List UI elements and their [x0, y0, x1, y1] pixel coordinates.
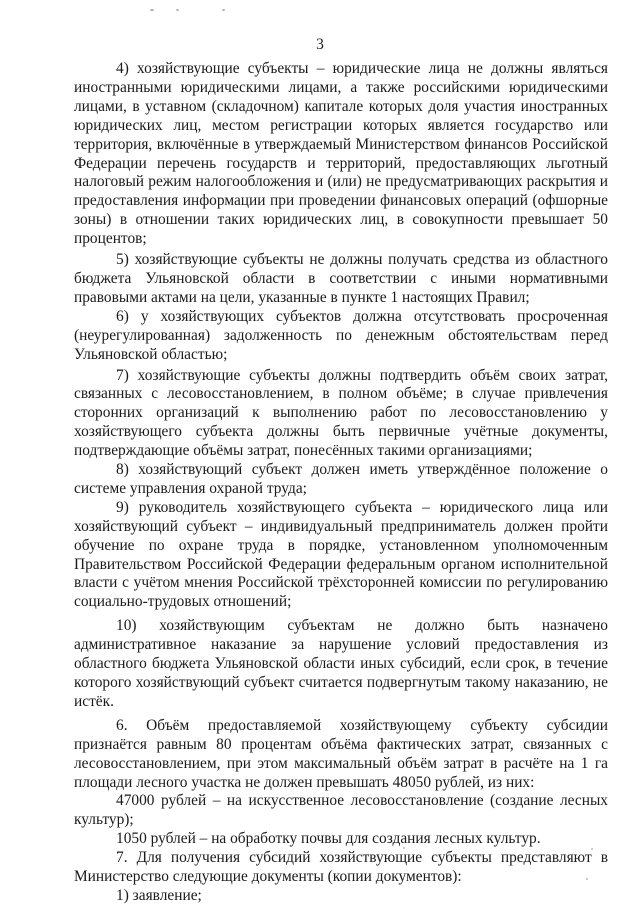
paragraph-item-9: 9) руководитель хозяйствующего субъекта – юридического лица или хозяйствующий субъект – индивидуальный предприниматель должен пройти обучение по охране труда в порядке, установленном уполномоченным Правительством Российской Федерации федеральным органом исполнительной власти с учётом мнения Российской трёхсторонней комиссии по регулированию социально-трудовых отношений;	[74, 498, 608, 611]
page-number: 3	[316, 36, 324, 53]
paragraph-amount-soil-treatment: 1050 рублей – на обработку почвы для создания лесных культур.	[116, 830, 541, 848]
paragraph-item-10: 10) хозяйствующим субъектам не должно быть назначено административное наказание за нарушение условий предоставления из областного бюджета Ульяновской области иных субсидий, если срок, в течение которого хозяйствующий субъект считается подвергнутым такому наказанию, не истёк.	[74, 617, 608, 710]
paragraph-item-7: 7) хозяйствующие субъекты должны подтвердить объём своих затрат, связанных с лесовосстановлением, в полном объёме; в случае привлечения сторонних организаций к выполнению работ по лесовосстановлению у хозяйствующего субъекта должны быть первичные учётные документы, подтверждающие объёмы затрат, понесённых такими организациями;	[74, 366, 608, 460]
paragraph-item-6: 6) у хозяйствующих субъектов должна отсутствовать просроченная (неурегулированная) задолженность по денежным обстоятельствам перед Ульяновской областью;	[74, 307, 608, 363]
scan-artifact	[222, 9, 225, 11]
paragraph-amount-forest-cultures: 47000 рублей – на искусственное лесовосстановление (создание лесных культур);	[74, 792, 608, 829]
paragraph-section-7: 7. Для получения субсидий хозяйствующие субъекты представляют в Министерство следующие документы (копии документов):	[74, 849, 608, 886]
paragraph-section-6: 6. Объём предоставляемой хозяйствующему субъекту субсидии признаётся равным 80 процентам объёма фактических затрат, связанных с лесовосстановлением, при этом максимальный объём затрат в расчёте на 1 га площади лесного участка не должен превышать 48050 рублей, из них:	[74, 716, 608, 791]
paragraph-item-1-application: 1) заявление;	[116, 886, 202, 904]
scan-artifact	[176, 9, 179, 11]
document-body	[74, 60, 608, 906]
paragraph-item-4: 4) хозяйствующие субъекты – юридические лица не должны являться иностранными юридическими лицами, а также российскими юридическими лицами, в уставном (складочном) капитале которых доля участия иностранных юридических лиц, местом регистрации которых является государство или территория, включённые в утверждаемый Министерством финансов Российской Федерации перечень государств и территорий, предоставляющих льготный налоговый режим налогообложения и (или) не предусматривающих раскрытия и предоставления информации при проведении финансовых операций (офшорные зоны) в отношении таких юридических лиц, в совокупности превышает 50 процентов;	[74, 60, 608, 248]
paragraph-item-8: 8) хозяйствующий субъект должен иметь утверждённое положение о системе управления охраной труда;	[74, 461, 608, 497]
scan-artifact	[150, 9, 154, 11]
paragraph-item-5: 5) хозяйствующие субъекты не должны получать средства из областного бюджета Ульяновской области в соответствии с иными нормативными правовыми актами на цели, указанные в пункте 1 настоящих Правил;	[74, 251, 608, 306]
